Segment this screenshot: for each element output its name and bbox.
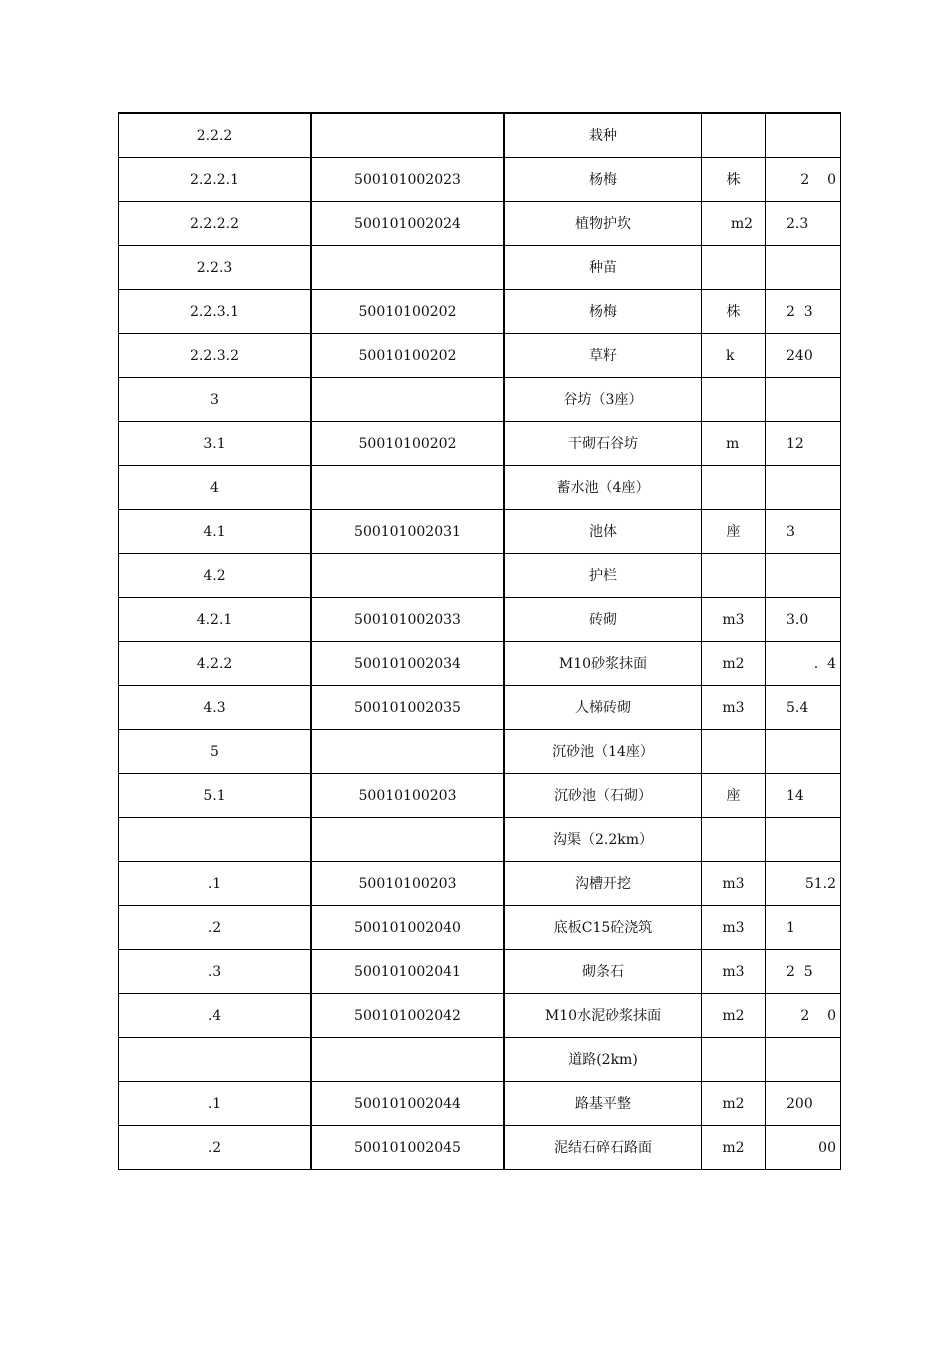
quantity-cell: 200: [766, 1082, 841, 1125]
item-number-cell: 3.1: [119, 422, 312, 465]
unit-cell: m3: [702, 862, 766, 905]
item-name-cell: 谷坊（3座）: [505, 378, 702, 421]
item-name-cell: 植物护坎: [505, 202, 702, 245]
item-number-cell: 3: [119, 378, 312, 421]
unit-cell: m3: [702, 950, 766, 993]
item-number-cell: [119, 1038, 312, 1081]
quantity-cell: [766, 246, 841, 289]
item-code-cell: [312, 378, 505, 421]
quantity-cell: [766, 114, 841, 157]
item-number-cell: 4.3: [119, 686, 312, 729]
unit-cell: 座: [702, 774, 766, 817]
quantity-cell: 00: [766, 1126, 841, 1169]
quantity-cell: 240: [766, 334, 841, 377]
item-name-cell: 杨梅: [505, 290, 702, 333]
item-code-cell: 500101002023: [312, 158, 505, 201]
table-row: [119, 202, 841, 246]
item-code-cell: 50010100202: [312, 422, 505, 465]
unit-cell: m3: [702, 906, 766, 949]
quantity-cell: 2 5: [766, 950, 841, 993]
item-number-cell: 4.2.2: [119, 642, 312, 685]
unit-cell: m3: [702, 686, 766, 729]
item-number-cell: 5: [119, 730, 312, 773]
unit-cell: k: [702, 334, 766, 377]
quantity-cell: [766, 1038, 841, 1081]
item-name-cell: 底板C15砼浇筑: [505, 906, 702, 949]
table-row: [119, 1038, 841, 1082]
item-name-cell: 种苗: [505, 246, 702, 289]
item-code-cell: 50010100203: [312, 774, 505, 817]
quantity-cell: 3.0: [766, 598, 841, 641]
item-code-cell: 50010100202: [312, 290, 505, 333]
item-number-cell: .2: [119, 1126, 312, 1169]
item-code-cell: 500101002041: [312, 950, 505, 993]
item-code-cell: [312, 1038, 505, 1081]
item-number-cell: 2.2.2: [119, 114, 312, 157]
item-name-cell: 杨梅: [505, 158, 702, 201]
item-number-cell: 4.2.1: [119, 598, 312, 641]
quantity-cell: [766, 466, 841, 509]
item-name-cell: 沉砂池（14座）: [505, 730, 702, 773]
unit-cell: m2: [702, 642, 766, 685]
table-row: [119, 642, 841, 686]
unit-cell: m2: [702, 994, 766, 1037]
item-code-cell: [312, 114, 505, 157]
item-code-cell: [312, 246, 505, 289]
item-code-cell: [312, 730, 505, 773]
quantity-cell: 51.2: [766, 862, 841, 905]
table-row: [119, 510, 841, 554]
item-number-cell: .1: [119, 1082, 312, 1125]
item-name-cell: 路基平整: [505, 1082, 702, 1125]
unit-cell: 株: [702, 290, 766, 333]
quantity-cell: 12: [766, 422, 841, 465]
unit-cell: [702, 1038, 766, 1081]
table-row: [119, 466, 841, 510]
item-name-cell: 沉砂池（石砌）: [505, 774, 702, 817]
item-code-cell: 500101002042: [312, 994, 505, 1037]
item-number-cell: 2.2.3.1: [119, 290, 312, 333]
item-code-cell: 500101002044: [312, 1082, 505, 1125]
table-row: [119, 246, 841, 290]
table-row: [119, 818, 841, 862]
item-name-cell: 道路(2km): [505, 1038, 702, 1081]
table-row: [119, 334, 841, 378]
quantity-cell: . 4: [766, 642, 841, 685]
item-number-cell: 2.2.2.1: [119, 158, 312, 201]
unit-cell: 株: [702, 158, 766, 201]
quantity-cell: 5.4: [766, 686, 841, 729]
item-code-cell: 500101002033: [312, 598, 505, 641]
table-row: [119, 1082, 841, 1126]
quantity-cell: [766, 378, 841, 421]
quantity-cell: [766, 818, 841, 861]
item-code-cell: 500101002024: [312, 202, 505, 245]
table-row: [119, 950, 841, 994]
quantity-cell: 1: [766, 906, 841, 949]
unit-cell: [702, 114, 766, 157]
table-row: [119, 862, 841, 906]
table-row: [119, 1126, 841, 1170]
table-row: [119, 598, 841, 642]
item-code-cell: 50010100203: [312, 862, 505, 905]
table-row: [119, 730, 841, 774]
quantity-cell: 2 0: [766, 158, 841, 201]
item-number-cell: 4.1: [119, 510, 312, 553]
item-name-cell: M10砂浆抹面: [505, 642, 702, 685]
item-number-cell: .3: [119, 950, 312, 993]
item-code-cell: 500101002031: [312, 510, 505, 553]
unit-cell: m2: [702, 1082, 766, 1125]
unit-cell: [702, 554, 766, 597]
item-code-cell: [312, 554, 505, 597]
unit-cell: m3: [702, 598, 766, 641]
item-name-cell: 蓄水池（4座）: [505, 466, 702, 509]
item-number-cell: 2.2.3.2: [119, 334, 312, 377]
item-code-cell: [312, 466, 505, 509]
quantity-cell: [766, 554, 841, 597]
quantity-cell: [766, 730, 841, 773]
quantity-cell: 14: [766, 774, 841, 817]
table-row: [119, 554, 841, 598]
item-name-cell: 护栏: [505, 554, 702, 597]
unit-cell: m: [702, 422, 766, 465]
item-name-cell: 沟槽开挖: [505, 862, 702, 905]
item-number-cell: 2.2.3: [119, 246, 312, 289]
item-code-cell: 500101002045: [312, 1126, 505, 1169]
item-code-cell: 500101002034: [312, 642, 505, 685]
item-code-cell: 500101002035: [312, 686, 505, 729]
table-row: [119, 906, 841, 950]
item-name-cell: M10水泥砂浆抹面: [505, 994, 702, 1037]
quantity-cell: 2.3: [766, 202, 841, 245]
table-row: [119, 422, 841, 466]
unit-cell: m2: [702, 1126, 766, 1169]
unit-cell: 座: [702, 510, 766, 553]
item-name-cell: 栽种: [505, 114, 702, 157]
unit-cell: [702, 246, 766, 289]
item-number-cell: [119, 818, 312, 861]
item-number-cell: .2: [119, 906, 312, 949]
table-row: [119, 158, 841, 202]
item-number-cell: .4: [119, 994, 312, 1037]
item-name-cell: 草籽: [505, 334, 702, 377]
item-number-cell: 5.1: [119, 774, 312, 817]
unit-cell: [702, 466, 766, 509]
item-number-cell: 4.2: [119, 554, 312, 597]
quantity-table: [118, 112, 841, 1170]
unit-cell: m2: [702, 202, 766, 245]
item-name-cell: 池体: [505, 510, 702, 553]
unit-cell: [702, 730, 766, 773]
item-name-cell: 砖砌: [505, 598, 702, 641]
table-row: [119, 994, 841, 1038]
quantity-cell: 3: [766, 510, 841, 553]
item-name-cell: 干砌石谷坊: [505, 422, 702, 465]
item-code-cell: 500101002040: [312, 906, 505, 949]
item-code-cell: [312, 818, 505, 861]
unit-cell: [702, 378, 766, 421]
item-number-cell: .1: [119, 862, 312, 905]
table-row: [119, 774, 841, 818]
unit-cell: [702, 818, 766, 861]
item-code-cell: 50010100202: [312, 334, 505, 377]
item-name-cell: 人梯砖砌: [505, 686, 702, 729]
item-number-cell: 4: [119, 466, 312, 509]
table-row: [119, 290, 841, 334]
table-row: [119, 114, 841, 158]
quantity-cell: 2 0: [766, 994, 841, 1037]
table-row: [119, 378, 841, 422]
item-name-cell: 沟渠（2.2km）: [505, 818, 702, 861]
quantity-cell: 2 3: [766, 290, 841, 333]
item-name-cell: 砌条石: [505, 950, 702, 993]
item-number-cell: 2.2.2.2: [119, 202, 312, 245]
item-name-cell: 泥结石碎石路面: [505, 1126, 702, 1169]
table-row: [119, 686, 841, 730]
